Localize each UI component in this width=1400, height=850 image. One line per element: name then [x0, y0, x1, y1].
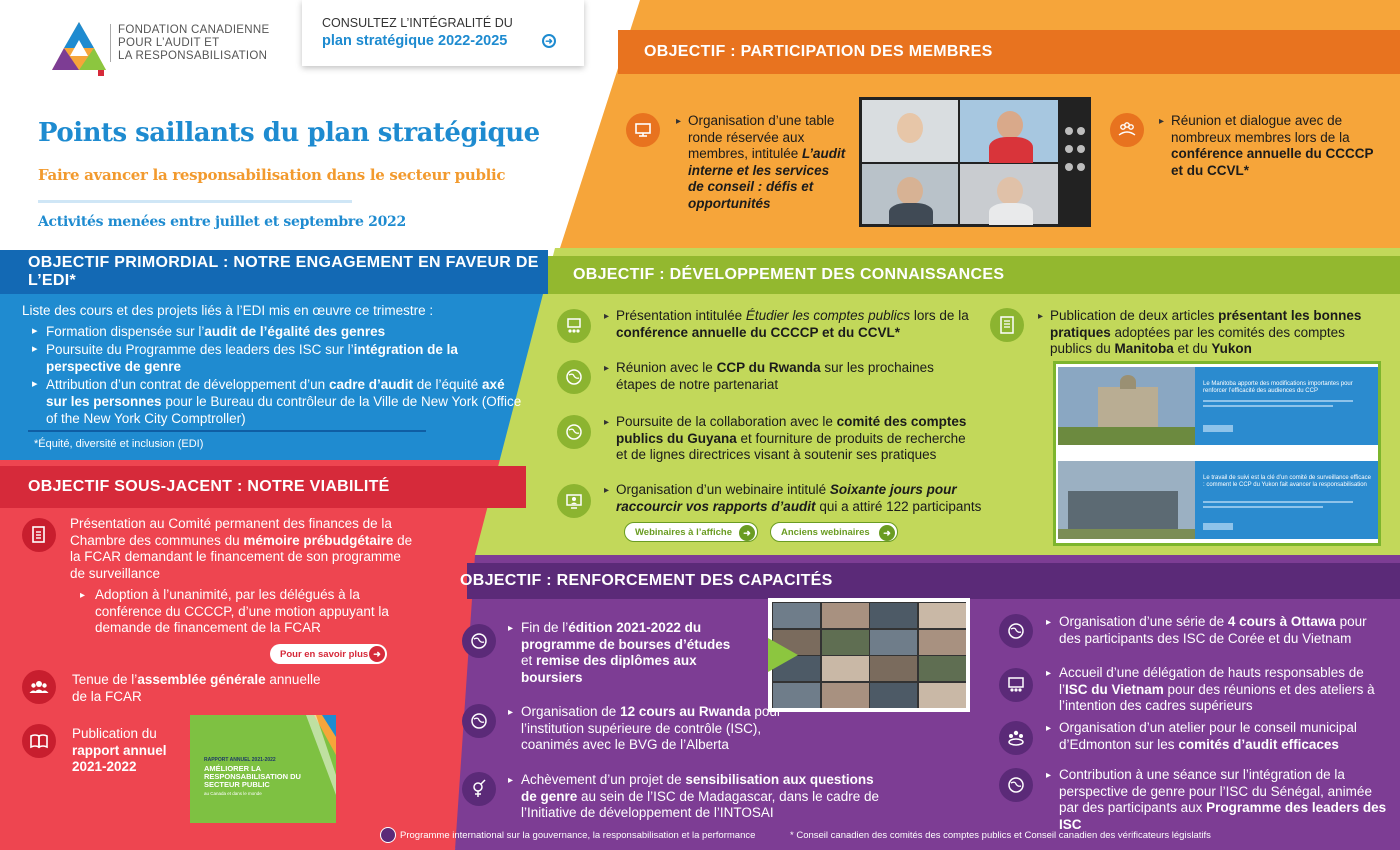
capacity-item-madagascar: Achèvement d’un projet de sensibilisation aux questions de genre au sein de l’ISC de Madagascar, dans le cadre de l’Initiative de développement de l’INTOSAI [521, 772, 879, 820]
triangle-bullet-icon: ▸ [508, 623, 514, 634]
org-name: FONDATION CANADIENNE POUR L’AUDIT ET LA RESPONSABILISATION [118, 24, 270, 62]
past-webinars-label: Anciens webinaires [781, 526, 870, 538]
meeting-people-icon [1110, 113, 1144, 147]
video-tile [822, 603, 869, 628]
arrow-right-icon[interactable]: ➜ [542, 34, 556, 48]
activity-period: Activités menées entre juillet et septembre 2022 [38, 214, 406, 230]
open-book-icon [22, 724, 56, 758]
video-tile [919, 683, 966, 708]
viability-item-annual-report: Publication du rapport annuel 2021-2022 [72, 726, 167, 774]
delegation-icon [999, 668, 1033, 702]
triangle-bullet-icon: ▸ [1038, 311, 1044, 322]
video-tile [822, 656, 869, 681]
icap-footnote: Programme international sur la gouvernance, la responsabilisation et la performance [400, 830, 756, 841]
capacity-heading [460, 563, 1400, 599]
knowledge-item-guyana: Poursuite de la collaboration avec le comité des comptes publics du Guyana et fourniture de produits de recherche et de lignes directrices visant à soutenir ses pratiques [616, 414, 967, 462]
gender-icon [462, 772, 496, 806]
title-divider [38, 200, 352, 203]
triangle-bullet-icon: ▸ [80, 590, 86, 601]
list-item: ▸ Attribution d’un contrat de développement d’un cadre d’audit de l’équité axé sur les personnes pour le Bureau du contrôleur de la Ville de New York (Office of the New York City Comptroller) [22, 376, 522, 427]
video-tile [870, 656, 917, 681]
articles-screenshot[interactable] [1053, 361, 1381, 546]
list-item: ▸ Formation dispensée sur l’audit de l’égalité des genres [22, 323, 522, 340]
workshop-icon [999, 721, 1033, 755]
video-tile [919, 603, 966, 628]
triangle-bullet-icon: ▸ [676, 116, 682, 127]
participation-heading: OBJECTIF : PARTICIPATION DES MEMBRES [618, 30, 1400, 74]
page-title: Points saillants du plan stratégique [38, 118, 540, 148]
capacity-item-senegal: Contribution à une séance sur l’intégration de la perspective de genre pour l’ISC du Sénégal, animée par des participants aux Programme des leaders des ISC [1059, 767, 1387, 832]
video-tile [822, 683, 869, 708]
edi-intro: Liste des cours et des projets liés à l’EDI mis en œuvre ce trimestre : [22, 303, 434, 318]
ccccp-footnote: * Conseil canadien des comités des comptes publics et Conseil canadien des vérificateurs législatifs [790, 830, 1211, 841]
page-subtitle: Faire avancer la responsabilisation dans le secteur public [38, 166, 506, 184]
logo-divider [110, 24, 111, 62]
triangle-bullet-icon: ▸ [1046, 668, 1052, 679]
video-tile [919, 656, 966, 681]
monitor-icon [626, 113, 660, 147]
document-icon [22, 518, 56, 552]
capacity-item-ottawa: Organisation d’une série de 4 cours à Ottawa pour des participants des ISC de Corée et du Vietnam [1059, 614, 1367, 646]
triangle-bullet-icon: ▸ [1159, 116, 1165, 127]
knowledge-item-webinar: Organisation d’un webinaire intitulé Soixante jours pour raccourcir vos rapports d’audit qui a attiré 122 participants [616, 482, 982, 514]
triangle-bullet-icon: ▸ [508, 707, 514, 718]
video-tile [822, 630, 869, 655]
triangle-bullet-icon: ▸ [508, 775, 514, 786]
capacity-heading-text: OBJECTIF : RENFORCEMENT DES CAPACITÉS [460, 572, 833, 589]
yukon-photo [1058, 461, 1195, 539]
video-tile [870, 683, 917, 708]
consult-plan-title: plan stratégique 2022-2025 [322, 33, 508, 49]
webinar-icon [557, 484, 591, 518]
current-webinars-label: Webinaires à l’affiche [635, 526, 732, 538]
report-subtitle: au Canada et dans le monde [204, 791, 262, 796]
capacity-item-rwanda: Organisation de 12 cours au Rwanda pour l’institution supérieure de contrôle (ISC), coanimés avec le BVG de l’Alberta [521, 704, 782, 752]
globe-icap-icon [380, 827, 396, 843]
capacity-item-vietnam: Accueil d’une délégation de hauts responsables de l’ISC du Vietnam pour des réunions et des ateliers à l’intention des cadres supérieurs [1059, 665, 1375, 713]
triangle-bullet-icon: ▸ [604, 417, 610, 428]
arrow-right-icon: ➜ [369, 646, 385, 662]
globe-icap-icon [557, 360, 591, 394]
graduation-video-photo [768, 598, 970, 712]
edi-divider [28, 430, 426, 432]
triangle-bullet-icon: ▸ [604, 485, 610, 496]
yukon-article-card: Le travail de suivi est la clé d’un comité de surveillance efficace : comment le CCP du Yukon fait avancer la responsabilisation [1195, 461, 1378, 539]
triangle-bullet-icon: ▸ [1046, 617, 1052, 628]
video-tile [870, 603, 917, 628]
capacity-item-edmonton: Organisation d’un atelier pour le conseil municipal d’Edmonton sur les comités d’audit efficaces [1059, 720, 1357, 752]
knowledge-heading: OBJECTIF : DÉVELOPPEMENT DES CONNAISSANCES [548, 256, 1400, 294]
consult-label: CONSULTEZ L’INTÉGRALITÉ DU [322, 16, 513, 30]
globe-icap-icon [999, 614, 1033, 648]
viability-item-brief: Présentation au Comité permanent des finances de la Chambre des communes du mémoire prébudgétaire de la FCAR demandant le financement de son programme de surveillance [70, 516, 413, 581]
knowledge-item-presentation: Présentation intitulée Étudier les comptes publics lors de la conférence annuelle du CCCCP et du CCVL* [616, 308, 969, 340]
globe-icap-icon [462, 624, 496, 658]
video-tile [773, 603, 820, 628]
edi-heading: OBJECTIF PRIMORDIAL : NOTRE ENGAGEMENT EN FAVEUR DE L’EDI* [0, 250, 548, 294]
video-call-photo [859, 97, 1091, 227]
strategic-plan-link[interactable] [302, 0, 584, 66]
edi-body [22, 302, 522, 428]
annual-report-cover[interactable] [190, 715, 336, 823]
presentation-icon [557, 309, 591, 343]
current-webinars-button[interactable] [624, 522, 758, 542]
report-year: RAPPORT ANNUEL 2021-2022 [204, 757, 276, 763]
viability-subitem-motion: Adoption à l’unanimité, par les délégués à la conférence du CCCCP, d’une motion appuyant la demande de financement de la FCAR [95, 587, 389, 635]
viability-item-agm: Tenue de l’assemblée générale annuelle de la FCAR [72, 672, 321, 704]
triangle-bullet-icon: ▸ [1046, 770, 1052, 781]
edi-footnote: *Équité, diversité et inclusion (EDI) [34, 438, 204, 450]
participation-item-conference: Réunion et dialogue avec de nombreux membres lors de la conférence annuelle du CCCCP et du CCVL* [1171, 113, 1374, 178]
globe-icap-icon [557, 415, 591, 449]
knowledge-item-articles: Publication de deux articles présentant les bonnes pratiques adoptées par les comités des comptes publics du Manitoba et du Yukon [1050, 308, 1362, 356]
arrow-right-icon: ➜ [739, 525, 755, 541]
list-item: ▸ Poursuite du Programme des leaders des ISC sur l’intégration de la perspective de genre [22, 341, 522, 375]
viability-heading: OBJECTIF SOUS-JACENT : NOTRE VIABILITÉ [0, 466, 526, 508]
learn-more-button[interactable] [270, 644, 387, 664]
globe-icap-icon [999, 768, 1033, 802]
manitoba-article-card: Le Manitoba apporte des modifications importantes pour renforcer l’efficacité des audiences du CCP [1195, 367, 1378, 445]
triangle-bullet-icon: ▸ [1046, 723, 1052, 734]
knowledge-item-rwanda: Réunion avec le CCP du Rwanda sur les prochaines étapes de notre partenariat [616, 360, 934, 392]
fcar-logo-icon [50, 20, 108, 78]
play-arrow-icon [768, 638, 798, 672]
past-webinars-button[interactable] [770, 522, 898, 542]
report-title: AMÉLIORER LA RESPONSABILISATION DU SECTEUR PUBLIC [204, 764, 301, 789]
arrow-right-icon: ➜ [879, 525, 895, 541]
people-group-icon [22, 670, 56, 704]
triangle-bullet-icon: ▸ [604, 311, 610, 322]
participation-item-roundtable: Organisation d’une table ronde réservée aux membres, intitulée L’audit interne et les services de conseil : défis et opportunités [688, 113, 846, 211]
capacity-item-scholarship: Fin de l’édition 2021-2022 du programme de bourses d’études et remise des diplômes aux boursiers [521, 620, 731, 685]
triangle-bullet-icon: ▸ [604, 363, 610, 374]
globe-icap-icon [462, 704, 496, 738]
learn-more-label: Pour en savoir plus [280, 648, 369, 660]
article-icon [990, 308, 1024, 342]
manitoba-photo [1058, 367, 1195, 445]
video-tile [870, 630, 917, 655]
video-tile [919, 630, 966, 655]
